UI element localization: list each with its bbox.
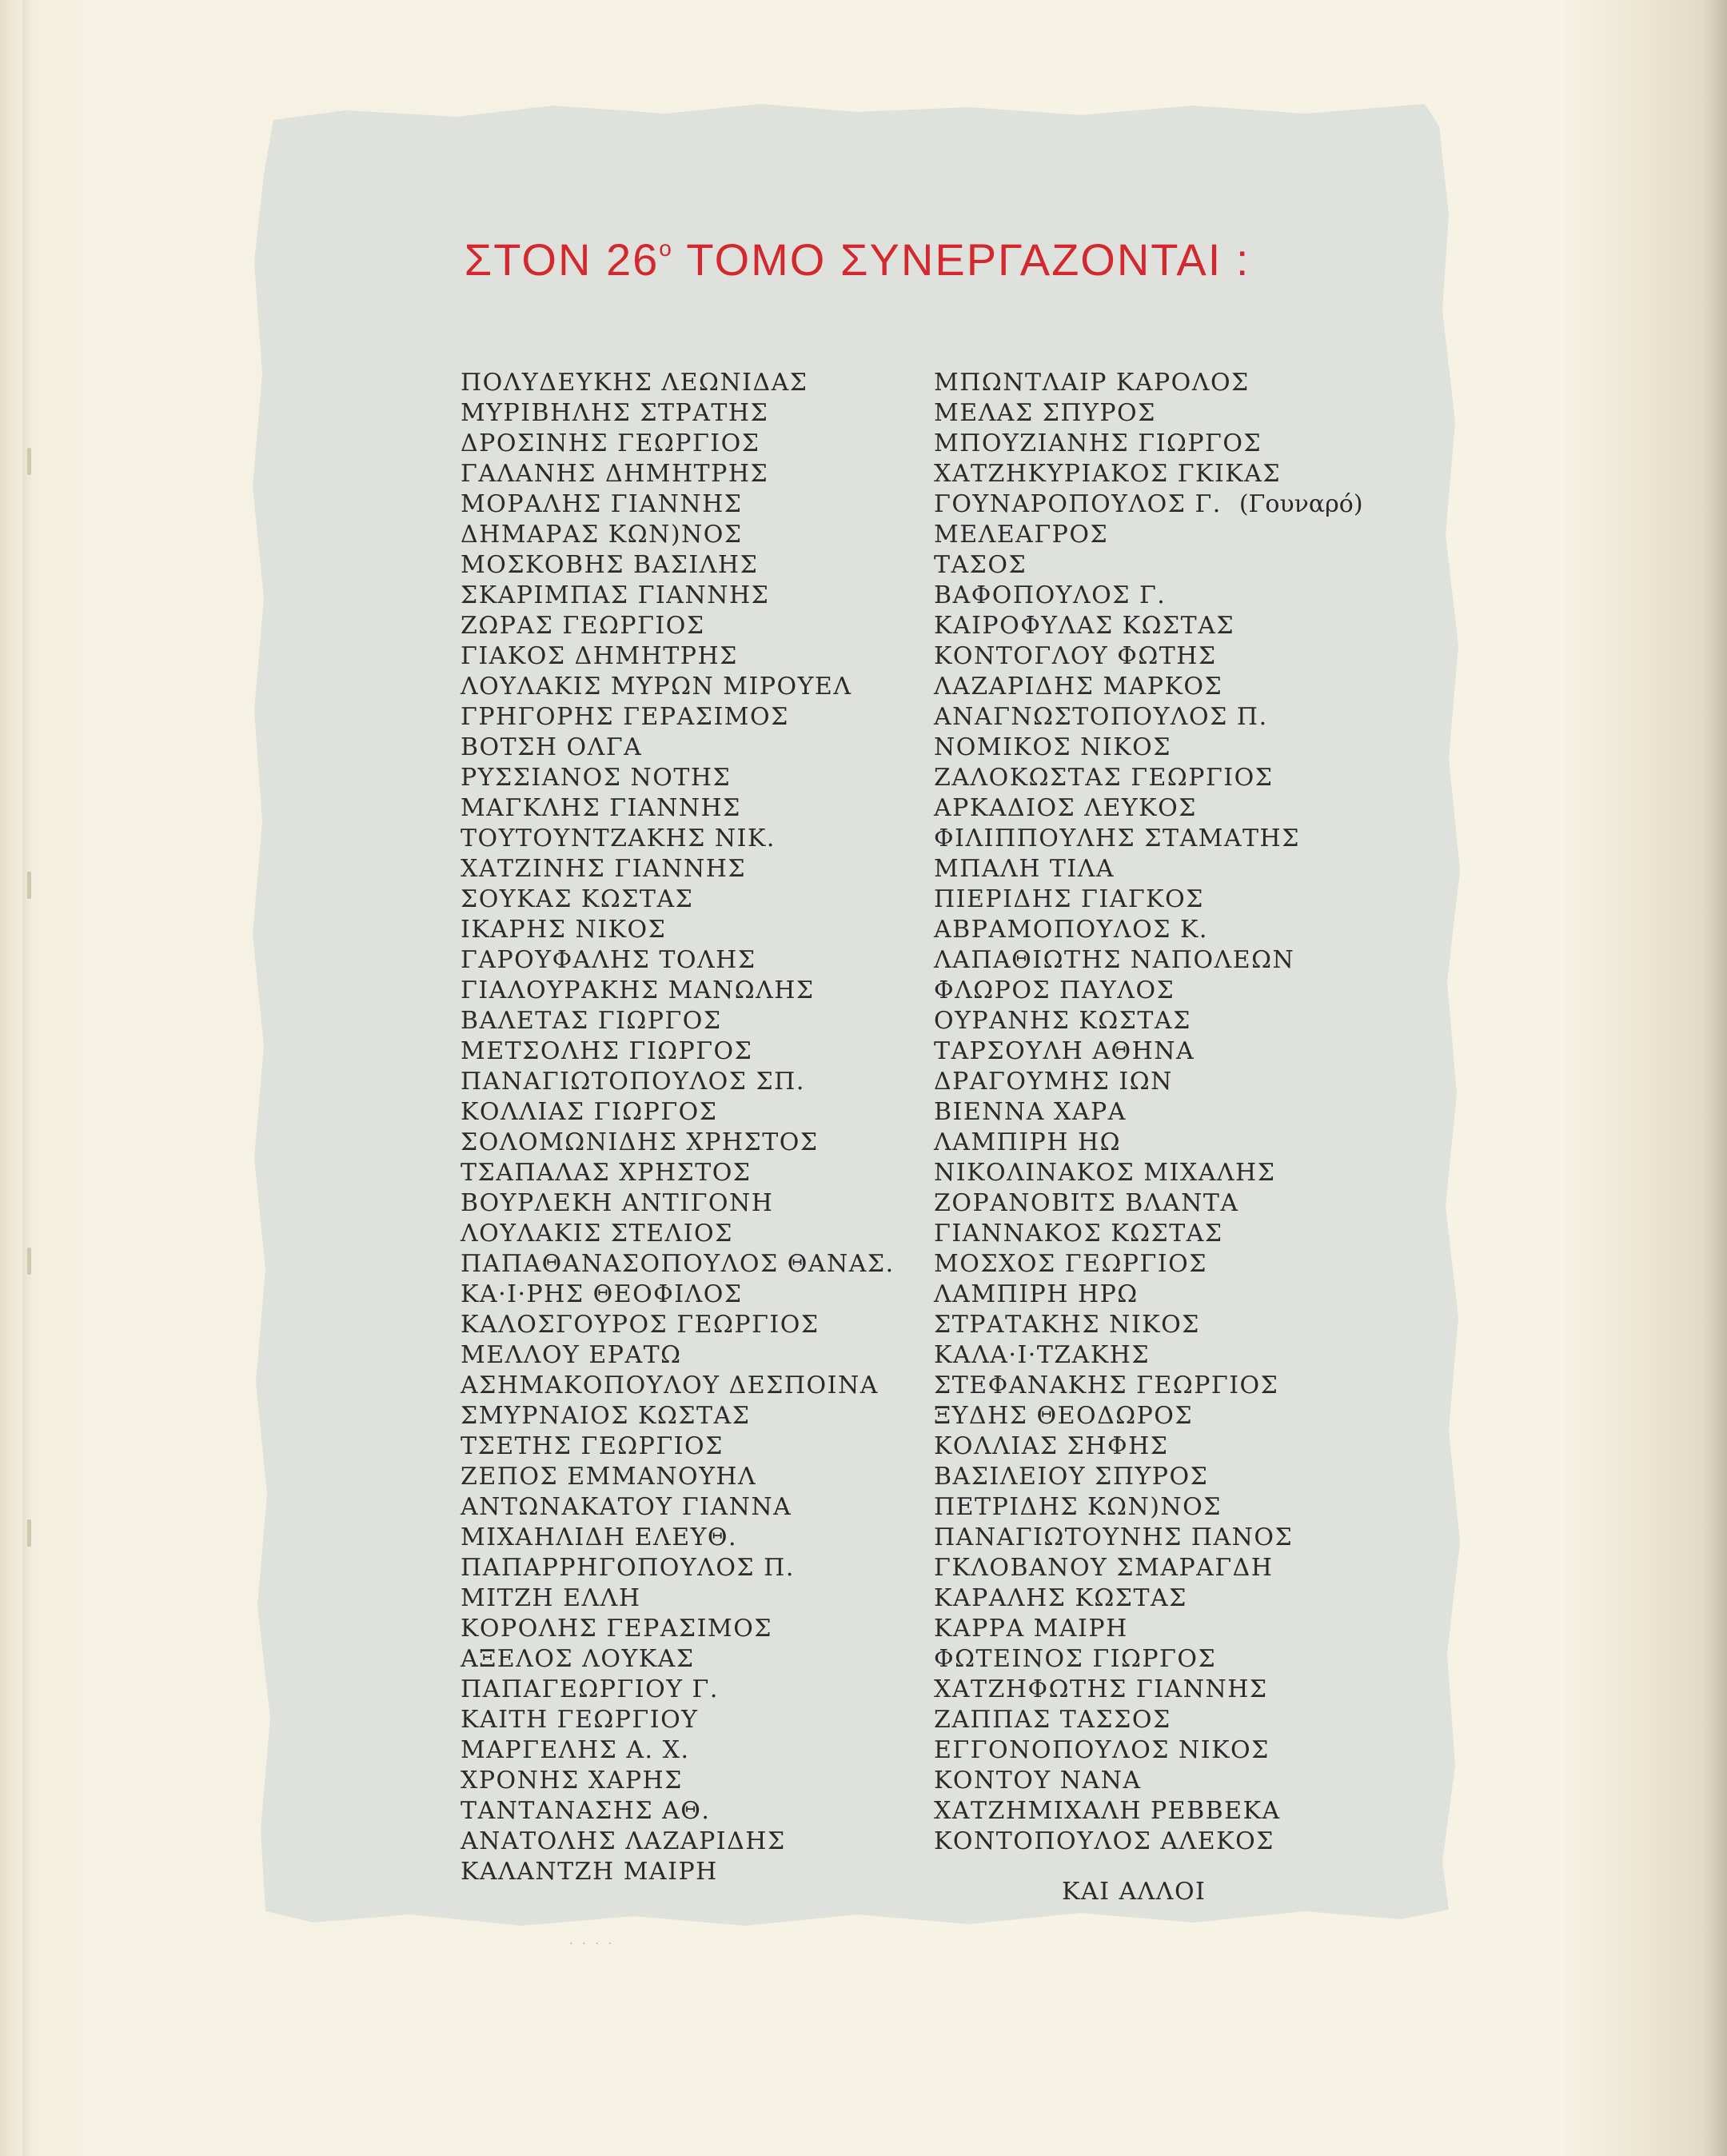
- contributor-name: ΜΕΛΕΑΓΡΟΣ: [934, 521, 1109, 549]
- contributor-name: ΓΑΡΟΥΦΑΛΗΣ ΤΟΛΗΣ: [461, 946, 756, 974]
- contributor-name: ΧΑΤΖΗΜΙΧΑΛΗ ΡΕΒΒΕΚΑ: [934, 1797, 1281, 1825]
- contributor-name: ΑΒΡΑΜΟΠΟΥΛΟΣ Κ.: [934, 916, 1208, 944]
- title-ordinal-superscript: ο: [659, 236, 673, 261]
- contributor-entry: [934, 1097, 1363, 1128]
- contributor-name: ΚΟΝΤΟΥ ΝΑΝΑ: [934, 1767, 1142, 1795]
- title-text-end: ΤΟΜΟ ΣΥΝΕΡΓΑΖΟΝΤΑΙ :: [672, 234, 1250, 285]
- contributor-name: ΚΟΝΤΟΓΛΟΥ ΦΩΤΗΣ: [934, 642, 1217, 670]
- contributor-note: (Γουναρό): [1238, 490, 1363, 518]
- contributor-name: ΒΙΕΝΝΑ ΧΑΡΑ: [934, 1098, 1127, 1126]
- contributor-name: ΖΑΛΟΚΩΣΤΑΣ ΓΕΩΡΓΙΟΣ: [934, 764, 1274, 792]
- contributor-entry: [934, 1340, 1363, 1371]
- contributor-name: ΟΥΡΑΝΗΣ ΚΩΣΤΑΣ: [934, 1007, 1191, 1035]
- contributor-entry: [934, 1006, 1363, 1036]
- contributor-name: ΦΛΩΡΟΣ ΠΑΥΛΟΣ: [934, 976, 1175, 1004]
- contributor-name: ΕΓΓΟΝΟΠΟΥΛΟΣ ΝΙΚΟΣ: [934, 1736, 1270, 1764]
- contributor-name: ΧΑΤΖΗΦΩΤΗΣ ΓΙΑΝΝΗΣ: [934, 1675, 1268, 1703]
- binding-edge: [22, 0, 34, 2156]
- contributor-name: ΜΙΧΑΗΛΙΔΗ ΕΛΕΥΘ.: [461, 1523, 738, 1551]
- contributor-name: ΝΙΚΟΛΙΝΑΚΟΣ ΜΙΧΑΛΗΣ: [934, 1159, 1276, 1187]
- contributor-entry: [934, 581, 1363, 611]
- contributor-entry: [934, 1735, 1363, 1766]
- contributor-entry: [934, 854, 1363, 884]
- binding-stitch: [27, 448, 31, 475]
- contributor-name: ΠΑΠΑΓΕΩΡΓΙΟΥ Γ.: [461, 1675, 719, 1703]
- contributor-name: ΜΠΑΛΗ ΤΙΛΑ: [934, 855, 1115, 883]
- contributor-entry: [934, 1614, 1363, 1644]
- contributor-entry: [934, 1583, 1363, 1614]
- contributor-entry: [934, 702, 1363, 733]
- contributor-name: ΛΟΥΛΑΚΙΣ ΜΥΡΩΝ ΜΙΡΟΥΕΛ: [461, 673, 852, 701]
- page-title: [249, 234, 1465, 285]
- contributor-name: ΖΟΡΑΝΟΒΙΤΣ ΒΛΑΝΤΑ: [934, 1189, 1239, 1217]
- contributor-name: ΒΟΥΡΛΕΚΗ ΑΝΤΙΓΟΝΗ: [461, 1189, 774, 1217]
- contributor-name: ΚΑΡΡΑ ΜΑΙΡΗ: [934, 1615, 1128, 1643]
- closing-line: ΚΑΙ ΑΛΛΟΙ: [1062, 1878, 1207, 1906]
- contributor-name: ΓΚΛΟΒΑΝΟΥ ΣΜΑΡΑΓΔΗ: [934, 1554, 1274, 1582]
- contributor-entry: [934, 915, 1363, 945]
- binding-stitch: [27, 872, 31, 899]
- contributor-name: ΛΑΜΠΙΡΗ ΗΩ: [934, 1128, 1121, 1156]
- contributor-entry: [934, 489, 1363, 520]
- contributor-entry: [934, 1705, 1363, 1735]
- contributor-name: ΛΑΖΑΡΙΔΗΣ ΜΑΡΚΟΣ: [934, 673, 1223, 701]
- contributor-name: ΜΑΓΚΛΗΣ ΓΙΑΝΝΗΣ: [461, 794, 741, 822]
- contributor-entry: [934, 1827, 1363, 1857]
- contributor-entry: [934, 1158, 1363, 1188]
- contributor-entry: [934, 1371, 1363, 1401]
- contributor-entry: [934, 1219, 1363, 1249]
- contributor-name: ΑΣΗΜΑΚΟΠΟΥΛΟΥ ΔΕΣΠΟΙΝΑ: [461, 1371, 879, 1399]
- contributor-name: ΔΡΑΓΟΥΜΗΣ ΙΩΝ: [934, 1068, 1173, 1096]
- contributor-name: ΚΑΛΑ·Ι·ΤΖΑΚΗΣ: [934, 1341, 1151, 1369]
- contributor-entry: [934, 1462, 1363, 1492]
- contributor-name: ΣΜΥΡΝΑΙΟΣ ΚΩΣΤΑΣ: [461, 1402, 751, 1430]
- contributor-entry: [934, 1796, 1363, 1827]
- contributor-name: ΓΙΑΚΟΣ ΔΗΜΗΤΡΗΣ: [461, 642, 738, 670]
- contributors-left-column: [461, 368, 895, 1887]
- contributor-entry: [934, 1553, 1363, 1583]
- contributor-name: ΠΑΠΑΡΡΗΓΟΠΟΥΛΟΣ Π.: [461, 1554, 795, 1582]
- contributor-name: ΤΑΡΣΟΥΛΗ ΑΘΗΝΑ: [934, 1037, 1195, 1065]
- contributors-right-column: [934, 368, 1363, 1857]
- printer-mark: · · · ·: [569, 1938, 616, 1950]
- contributor-name: ΖΑΠΠΑΣ ΤΑΣΣΟΣ: [934, 1706, 1171, 1734]
- contributor-name: ΞΥΔΗΣ ΘΕΟΔΩΡΟΣ: [934, 1402, 1194, 1430]
- contributor-name: ΜΥΡΙΒΗΛΗΣ ΣΤΡΑΤΗΣ: [461, 399, 769, 427]
- contributor-name: ΜΠΟΥΖΙΑΝΗΣ ΓΙΩΡΓΟΣ: [934, 429, 1262, 457]
- contributor-name: ΤΣΕΤΗΣ ΓΕΩΡΓΙΟΣ: [461, 1432, 724, 1460]
- contributor-entry: [934, 550, 1363, 581]
- contributor-entry: [934, 1188, 1363, 1219]
- contributor-name: ΚΟΡΟΛΗΣ ΓΕΡΑΣΙΜΟΣ: [461, 1615, 773, 1643]
- contributor-name: ΑΝΤΩΝΑΚΑΤΟΥ ΓΙΑΝΝΑ: [461, 1493, 792, 1521]
- contributor-name: ΠΑΝΑΓΙΩΤΟΥΝΗΣ ΠΑΝΟΣ: [934, 1523, 1294, 1551]
- contributor-name: ΡΥΣΣΙΑΝΟΣ ΝΟΤΗΣ: [461, 764, 732, 792]
- contributor-entry: [934, 976, 1363, 1006]
- contributor-name: ΑΝΑΤΟΛΗΣ ΛΑΖΑΡΙΔΗΣ: [461, 1827, 786, 1855]
- contributor-name: ΧΡΟΝΗΣ ΧΑΡΗΣ: [461, 1767, 683, 1795]
- contributor-name: ΛΟΥΛΑΚΙΣ ΣΤΕΛΙΟΣ: [461, 1220, 733, 1248]
- contributor-entry: [934, 1280, 1363, 1310]
- contributor-name: ΤΟΥΤΟΥΝΤΖΑΚΗΣ ΝΙΚ.: [461, 824, 776, 852]
- contributor-name: ΠΑΠΑΘΑΝΑΣΟΠΟΥΛΟΣ ΘΑΝΑΣ.: [461, 1250, 895, 1278]
- contributor-entry: [934, 1675, 1363, 1705]
- contributor-name: ΒΑΛΕΤΑΣ ΓΙΩΡΓΟΣ: [461, 1007, 722, 1035]
- contributor-name: ΚΑΙΡΟΦΥΛΑΣ ΚΩΣΤΑΣ: [934, 612, 1235, 640]
- contributor-name: ΠΟΛΥΔΕΥΚΗΣ ΛΕΩΝΙΔΑΣ: [461, 369, 808, 397]
- contributor-name: ΑΝΑΓΝΩΣΤΟΠΟΥΛΟΣ Π.: [934, 703, 1268, 731]
- contributor-entry: [934, 1036, 1363, 1067]
- contributor-name: ΖΕΠΟΣ ΕΜΜΑΝΟΥΗΛ: [461, 1463, 757, 1491]
- contributor-name: ΤΑΝΤΑΝΑΣΗΣ ΑΘ.: [461, 1797, 711, 1825]
- contributor-name: ΦΙΛΙΠΠΟΥΛΗΣ ΣΤΑΜΑΤΗΣ: [934, 824, 1300, 852]
- contributor-entry: [934, 641, 1363, 672]
- contributor-entry: [934, 672, 1363, 702]
- contributor-name: ΚΟΛΛΙΑΣ ΣΗΦΗΣ: [934, 1432, 1169, 1460]
- contributor-entry: [934, 1644, 1363, 1675]
- contributor-entry: [934, 1128, 1363, 1158]
- contributor-entry: [934, 1249, 1363, 1280]
- contributor-entry: [934, 1523, 1363, 1553]
- contributor-name: ΠΙΕΡΙΔΗΣ ΓΙΑΓΚΟΣ: [934, 885, 1204, 913]
- contributor-name: ΜΟΣΚΟΒΗΣ ΒΑΣΙΛΗΣ: [461, 551, 759, 579]
- contributor-entry: [934, 1310, 1363, 1340]
- contributor-entry: [934, 520, 1363, 550]
- contributor-name: ΧΑΤΖΗΚΥΡΙΑΚΟΣ ΓΚΙΚΑΣ: [934, 460, 1282, 488]
- contributor-entry: [934, 1492, 1363, 1523]
- contributor-entry: [934, 398, 1363, 429]
- contributor-name: ΔΗΜΑΡΑΣ ΚΩΝ)ΝΟΣ: [461, 521, 743, 549]
- contributor-name: ΒΑΣΙΛΕΙΟΥ ΣΠΥΡΟΣ: [934, 1463, 1209, 1491]
- contributor-name: ΚΑΛΟΣΓΟΥΡΟΣ ΓΕΩΡΓΙΟΣ: [461, 1311, 820, 1339]
- contributor-entry: [934, 763, 1363, 793]
- contributor-name: ΛΑΠΑΘΙΩΤΗΣ ΝΑΠΟΛΕΩΝ: [934, 946, 1295, 974]
- contributor-name: ΣΤΡΑΤΑΚΗΣ ΝΙΚΟΣ: [934, 1311, 1200, 1339]
- contributor-name: ΣΟΥΚΑΣ ΚΩΣΤΑΣ: [461, 885, 694, 913]
- contributor-name: ΛΑΜΠΙΡΗ ΗΡΩ: [934, 1280, 1139, 1308]
- contributor-name: ΑΞΕΛΟΣ ΛΟΥΚΑΣ: [461, 1645, 695, 1673]
- contributor-name: ΜΠΩΝΤΛΑΙΡ ΚΑΡΟΛΟΣ: [934, 369, 1250, 397]
- contributor-name: ΙΚΑΡΗΣ ΝΙΚΟΣ: [461, 916, 667, 944]
- contributor-name: ΔΡΟΣΙΝΗΣ ΓΕΩΡΓΙΟΣ: [461, 429, 760, 457]
- contributor-entry: [934, 733, 1363, 763]
- contributor-name: ΓΡΗΓΟΡΗΣ ΓΕΡΑΣΙΜΟΣ: [461, 703, 789, 731]
- contributor-name: ΚΟΛΛΙΑΣ ΓΙΩΡΓΟΣ: [461, 1098, 718, 1126]
- contributor-name: ΝΟΜΙΚΟΣ ΝΙΚΟΣ: [934, 733, 1171, 761]
- contributor-name: ΜΕΛΑΣ ΣΠΥΡΟΣ: [934, 399, 1156, 427]
- contributor-name: ΚΑΛΑΝΤΖΗ ΜΑΙΡΗ: [461, 1858, 718, 1886]
- contributor-name: ΜΑΡΓΕΛΗΣ Α. Χ.: [461, 1736, 690, 1764]
- contributor-name: ΣΤΕΦΑΝΑΚΗΣ ΓΕΩΡΓΙΟΣ: [934, 1371, 1279, 1399]
- contributor-name: ΦΩΤΕΙΝΟΣ ΓΙΩΡΓΟΣ: [934, 1645, 1217, 1673]
- contributor-name: ΧΑΤΖΙΝΗΣ ΓΙΑΝΝΗΣ: [461, 855, 747, 883]
- binding-stitch: [27, 1248, 31, 1275]
- contributor-name: ΤΑΣΟΣ: [934, 551, 1027, 579]
- contributor-name: ΚΑΙΤΗ ΓΕΩΡΓΙΟΥ: [461, 1706, 699, 1734]
- contributor-name: ΜΟΣΧΟΣ ΓΕΩΡΓΙΟΣ: [934, 1250, 1207, 1278]
- contributor-name: ΜΙΤΖΗ ΕΛΛΗ: [461, 1584, 641, 1612]
- contributor-name: ΓΙΑΛΟΥΡΑΚΗΣ ΜΑΝΩΛΗΣ: [461, 976, 815, 1004]
- contributor-name: ΣΚΑΡΙΜΠΑΣ ΓΙΑΝΝΗΣ: [461, 581, 770, 609]
- contributor-name: ΓΙΑΝΝΑΚΟΣ ΚΩΣΤΑΣ: [934, 1220, 1223, 1248]
- contributor-name: ΜΕΛΛΟΥ ΕΡΑΤΩ: [461, 1341, 682, 1369]
- contributor-name: ΚΑΡΑΛΗΣ ΚΩΣΤΑΣ: [934, 1584, 1187, 1612]
- contributor-entry: [934, 459, 1363, 489]
- contributor-entry: [934, 611, 1363, 641]
- contributor-name: ΤΣΑΠΑΛΑΣ ΧΡΗΣΤΟΣ: [461, 1159, 752, 1187]
- contributor-name: ΣΟΛΟΜΩΝΙΔΗΣ ΧΡΗΣΤΟΣ: [461, 1128, 819, 1156]
- contributor-entry: [934, 1431, 1363, 1462]
- contributor-name: ΓΟΥΝΑΡΟΠΟΥΛΟΣ Γ.: [934, 490, 1222, 518]
- contributor-entry: [934, 1401, 1363, 1431]
- contributor-entry: [934, 824, 1363, 854]
- contributor-name: ΑΡΚΑΔΙΟΣ ΛΕΥΚΟΣ: [934, 794, 1197, 822]
- contributor-name: ΖΩΡΑΣ ΓΕΩΡΓΙΟΣ: [461, 612, 705, 640]
- contributor-name: ΚΑ·Ι·ΡΗΣ ΘΕΟΦΙΛΟΣ: [461, 1280, 743, 1308]
- contributor-name: ΓΑΛΑΝΗΣ ΔΗΜΗΤΡΗΣ: [461, 460, 769, 488]
- contributor-entry: [934, 945, 1363, 976]
- contributor-entry: [934, 884, 1363, 915]
- binding-stitch: [27, 1519, 31, 1547]
- contributor-entry: [934, 368, 1363, 398]
- contributor-entry: [934, 1766, 1363, 1796]
- contributor-entry: [934, 1067, 1363, 1097]
- title-text: ΣΤΟΝ 26: [464, 234, 660, 285]
- contributor-name: ΜΟΡΑΛΗΣ ΓΙΑΝΝΗΣ: [461, 490, 743, 518]
- contributor-name: ΒΑΦΟΠΟΥΛΟΣ Γ.: [934, 581, 1167, 609]
- contributor-name: ΜΕΤΣΟΛΗΣ ΓΙΩΡΓΟΣ: [461, 1037, 753, 1065]
- contributor-name: ΒΟΤΣΗ ΟΛΓΑ: [461, 733, 643, 761]
- contributor-name: ΠΕΤΡΙΔΗΣ ΚΩΝ)ΝΟΣ: [934, 1493, 1222, 1521]
- contributor-name: ΠΑΝΑΓΙΩΤΟΠΟΥΛΟΣ ΣΠ.: [461, 1068, 805, 1096]
- contributor-name: ΚΟΝΤΟΠΟΥΛΟΣ ΑΛΕΚΟΣ: [934, 1827, 1274, 1855]
- contributor-entry: [934, 429, 1363, 459]
- contributor-entry: [934, 793, 1363, 824]
- page-edge-shadow: [1703, 0, 1727, 2156]
